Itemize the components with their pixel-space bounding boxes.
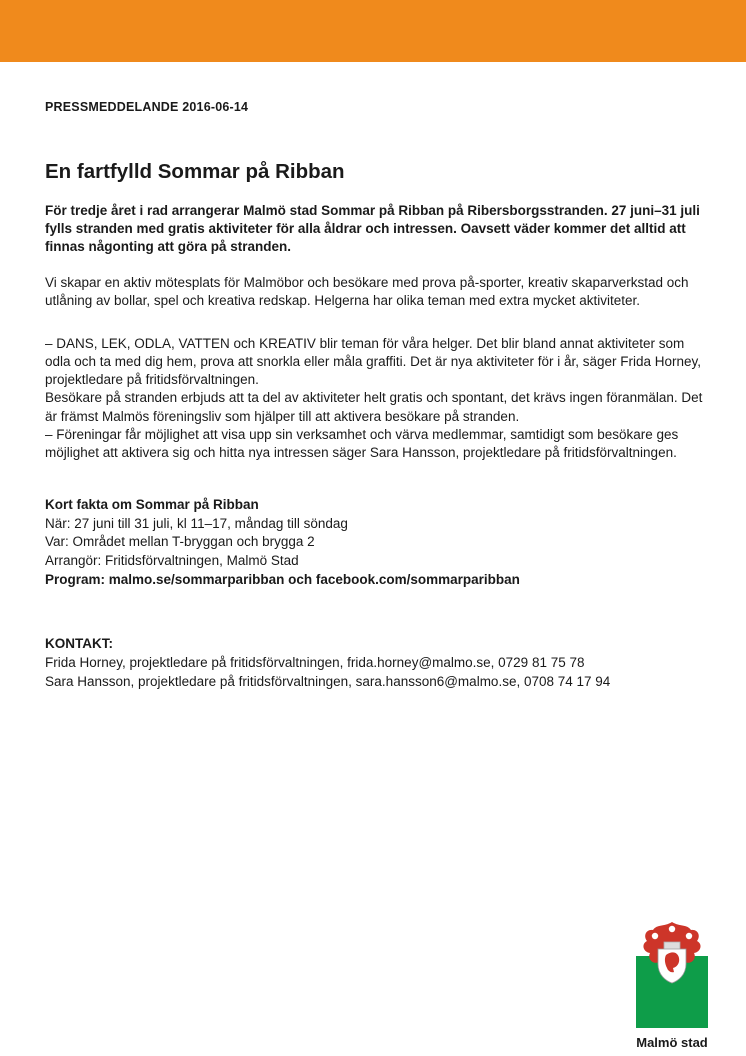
fact-line-where: Var: Området mellan T-bryggan och brygga 2	[45, 534, 315, 550]
logo-caption: Malmö stad	[636, 1035, 708, 1050]
header-bar	[0, 0, 746, 62]
body-paragraph-2: Besökare på stranden erbjuds att ta del av aktiviteter helt gratis och spontant, det krävs ingen föranmälan. Det är främst Malmös föreningsliv som hjälper till att aktivera besökare på stranden.	[45, 390, 703, 424]
press-kicker: PRESSMEDDELANDE 2016-06-14	[45, 100, 249, 114]
lead-paragraph: För tredje året i rad arrangerar Malmö stad Sommar på Ribban på Ribersborgsstranden. 27 juni–31 juli fylls stranden med gratis aktiviteter för alla åldrar och intressen. Oavsett väder kommer det alltid att finnas någonting att göra på stranden.	[45, 202, 700, 255]
malmo-stad-logo	[632, 922, 712, 1050]
contact-line-frida: Frida Horney, projektledare på fritidsförvaltningen, frida.horney@malmo.se, 0729 81 75 78	[45, 654, 585, 670]
quote-block	[45, 335, 704, 463]
page-title: En fartfylld Sommar på Ribban	[45, 160, 345, 183]
contact-section	[45, 635, 704, 691]
facts-heading: Kort fakta om Sommar på Ribban	[45, 497, 259, 513]
contact-heading: KONTAKT:	[45, 636, 113, 652]
contact-line-sara: Sara Hansson, projektledare på fritidsförvaltningen, sara.hansson6@malmo.se, 0708 74 17 94	[45, 673, 611, 689]
quote-paragraph-sara: – Föreningar får möjlighet att visa upp sin verksamhet och värva medlemmar, samtidigt som besökare ges möjlighet att aktivera sig och hitta nya intressen säger Sara Hansson, projektledare på fritidsförvaltningen.	[45, 426, 679, 460]
fact-line-program: Program: malmo.se/sommarparibban och facebook.com/sommarparibban	[45, 571, 520, 587]
fact-line-organizer: Arrangör: Fritidsförvaltningen, Malmö Stad	[45, 553, 299, 569]
body-paragraph-1: Vi skapar en aktiv mötesplats för Malmöbor och besökare med prova på-sporter, kreativ skaparverkstad och utlåning av bollar, spel och kreativa redskap. Helgerna har olika teman med extra mycket aktiviteter.	[45, 275, 689, 309]
malmo-coat-of-arms-icon	[633, 922, 711, 1028]
document-content	[45, 62, 704, 691]
fact-line-when: När: 27 juni till 31 juli, kl 11–17, måndag till söndag	[45, 515, 348, 531]
facts-section	[45, 496, 704, 589]
quote-paragraph-frida: – DANS, LEK, ODLA, VATTEN och KREATIV blir teman för våra helger. Det blir bland annat aktiviteter som odla och ta med dig hem, prova att snorkla eller måla graffiti. Det är nya aktiviteter för i år, säger Frida Horney, projektledare på fritidsförvaltningen.	[45, 335, 702, 388]
